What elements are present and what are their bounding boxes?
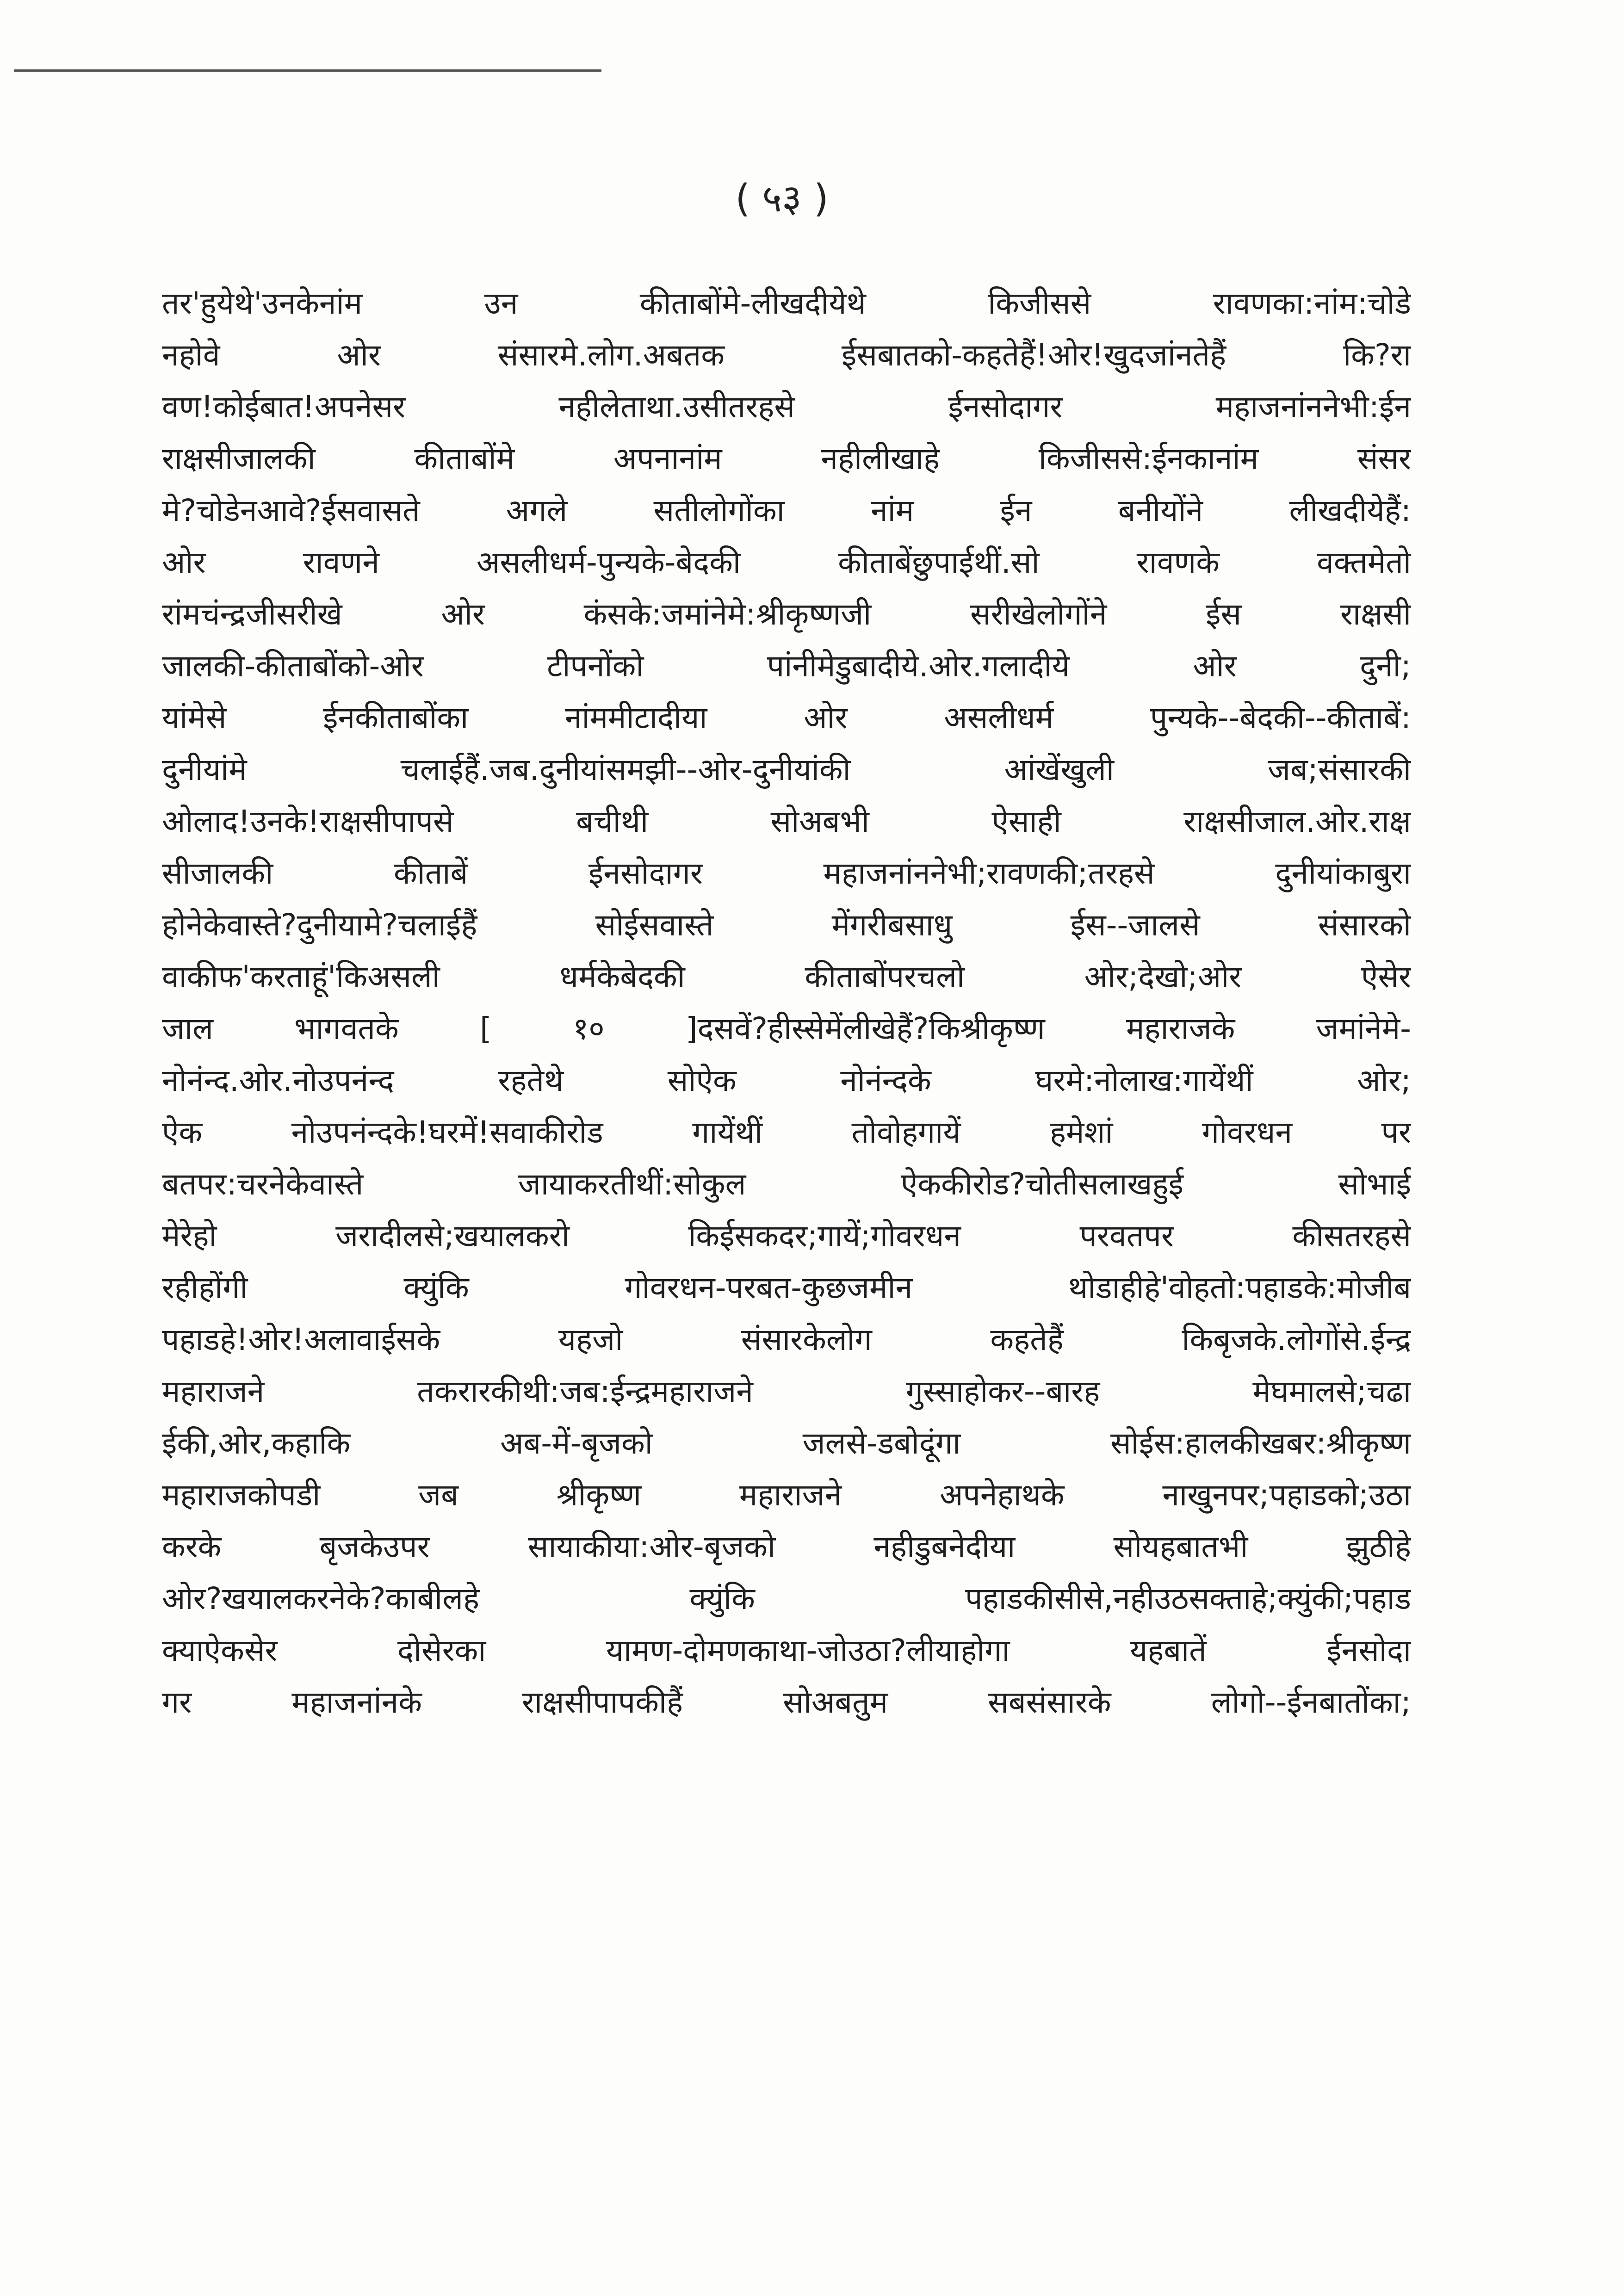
page-number: ( ५३ ) [735, 177, 829, 221]
text-line: करके बृजकेउपर सायाकीया:ओर-बृजको नहीडुबनेदीया सोयहबातभी झुठीहे [162, 1529, 1411, 1565]
text-line: ओलाद!उनके!राक्षसीपापसे बचीथी सोअबभी ऐसाही राक्षसीजाल.ओर.राक्ष [162, 804, 1411, 839]
text-line: बतपर:चरनेकेवास्ते जायाकरतीथीं:सोकुल ऐककीरोड?चोतीसलाखहुई सोभाई [162, 1166, 1411, 1202]
body-text [162, 278, 1411, 1728]
text-line: तर'हुयेथे'उनकेनांम उन कीताबोंमे-लीखदीयेथे किजीससे रावणका:नांम:चोडे [162, 285, 1411, 321]
text-line: ओर?खयालकरनेके?काबीलहे क्युंकि पहाडकीसीसे,नहीउठसक्ताहे;क्युंकी;पहाड [162, 1581, 1411, 1616]
text-line: ओर रावणने असलीधर्म-पुन्यके-बेदकी कीताबेंछुपाईथीं.सो रावणके वक्तमेतो [162, 545, 1411, 580]
text-line: ऐक नोउपनंन्दके!घरमें!सवाकीरोड गायेंथीं तोवोहगायें हमेशां गोवरधन पर [162, 1114, 1411, 1150]
top-rule-divider [14, 69, 601, 72]
text-line: वाकीफ'करताहूं'किअसली धर्मकेबेदकी कीताबोंपरचलो ओर;देखो;ओर ऐसेर [162, 959, 1411, 995]
text-line: दुनीयांमे चलाईहैं.जब.दुनीयांसमझी--ओर-दुनीयांकी आंखेंखुली जब;संसारकी [162, 752, 1411, 787]
text-line: मेरेहो जरादीलसे;खयालकरो किईसकदर;गायें;गोवरधन परवतपर कीसतरहसे [162, 1218, 1411, 1254]
text-line: रांमचंन्द्रजीसरीखे ओर कंसके:जमांनेमे:श्रीकृष्णजी सरीखेलोगोंने ईस राक्षसी [162, 596, 1411, 632]
text-line: क्याऐकसेर दोसेरका यामण-दोमणकाथा-जोउठा?लीयाहोगा यहबातें ईनसोदा [162, 1633, 1411, 1668]
text-line: नोनंन्द.ओर.नोउपनंन्द रहतेथे सोऐक नोनंन्दके घरमे:नोलाख:गायेंथीं ओर; [162, 1063, 1411, 1098]
text-line: महाराजने तकरारकीथी:जब:ईन्द्रमहाराजने गुस्साहोकर--बारह मेघमालसे;चढा [162, 1374, 1411, 1409]
text-line: गर महाजनांनके राक्षसीपापकीहैं सोअबतुम सबसंसारके लोगो--ईनबातोंका; [162, 1684, 1411, 1720]
text-line: पहाडहे!ओर!अलावाईसके यहजो संसारकेलोग कहतेहैं किबृजके.लोगोंसे.ईन्द्र [162, 1322, 1411, 1357]
text-line: होनेकेवास्ते?दुनीयामे?चलाईहैं सोईसवास्ते मेंगरीबसाधु ईस--जालसे संसारको [162, 907, 1411, 943]
text-line: सीजालकी कीताबें ईनसोदागर महाजनांननेभी;रावणकी;तरहसे दुनीयांकाबुरा [162, 855, 1411, 891]
text-line: जाल भागवतके [ १० ]दसवें?हीस्सेमेंलीखेहैं?किश्रीकृष्ण महाराजके जमांनेमे- [162, 1011, 1411, 1046]
text-line: ईकी,ओर,कहाकि अब-में-बृजको जलसे-डबोदूंगा सोईस:हालकीखबर:श्रीकृष्ण [162, 1425, 1411, 1461]
text-line: नहोवे ओर संसारमे.लोग.अबतक ईसबातको-कहतेहैं!ओर!खुदजांनतेहैं कि?रा [162, 337, 1411, 373]
text-line: यांमेसे ईनकीताबोंका नांममीटादीया ओर असलीधर्म पुन्यके--बेदकी--कीताबें: [162, 700, 1411, 736]
text-line: महाराजकोपडी जब श्रीकृष्ण महाराजने अपनेहाथके नाखुनपर;पहाडको;उठा [162, 1477, 1411, 1513]
text-line: रहीहोंगी क्युंकि गोवरधन-परबत-कुछजमीन थोडाहीहे'वोहतो:पहाडके:मोजीब [162, 1270, 1411, 1306]
text-line: मे?चोडेनआवे?ईसवासते अगले सतीलोगोंका नांम ईन बनीयोंने लीखदीयेहैं: [162, 493, 1411, 528]
text-line: वण!कोईबात!अपनेसर नहीलेताथा.उसीतरहसे ईनसोदागर महाजनांननेभी:ईन [162, 389, 1411, 425]
text-line: राक्षसीजालकी कीताबोंमे अपनानांम नहीलीखाहे किजीससे:ईनकानांम संसर [162, 441, 1411, 477]
text-line: जालकी-कीताबोंको-ओर टीपनोंको पांनीमेडुबादीये.ओर.गलादीये ओर दुनी; [162, 648, 1411, 684]
